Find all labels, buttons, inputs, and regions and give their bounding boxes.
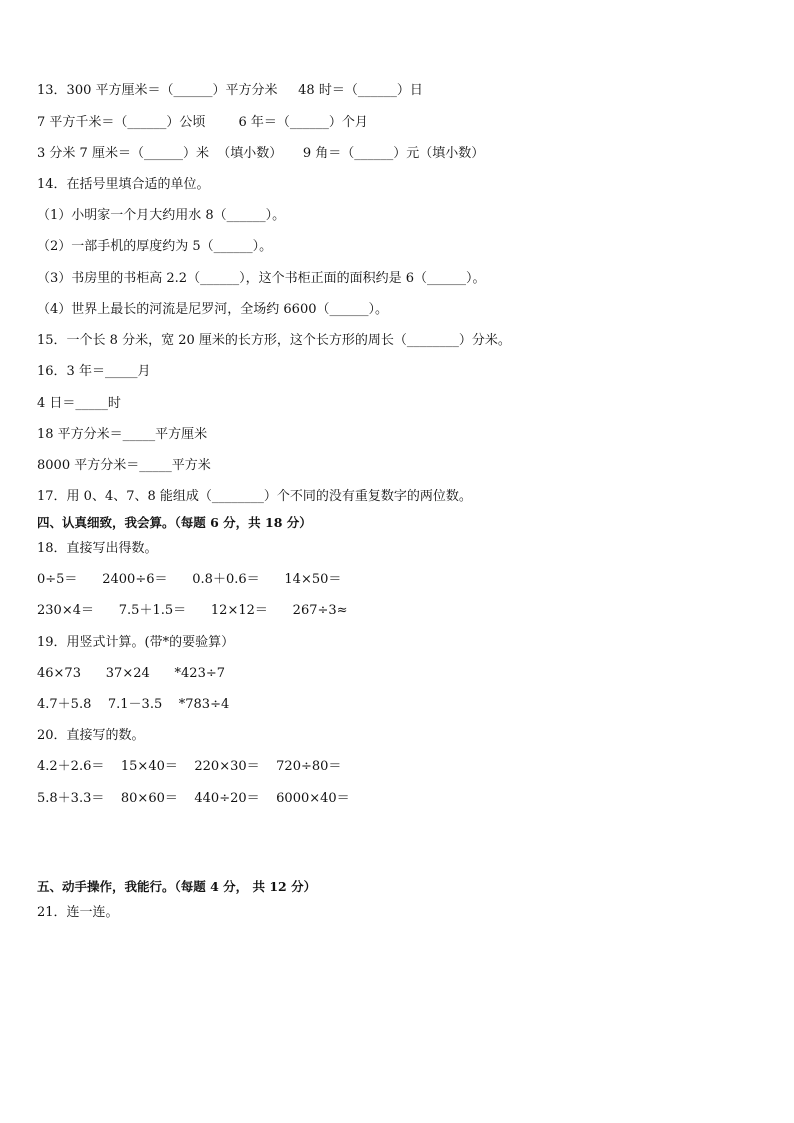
- question-20-title: 20．直接写的数。: [37, 728, 145, 743]
- question-14-item-4: （4）世界上最长的河流是尼罗河，全场约 6600（______）。: [37, 302, 388, 317]
- question-15: 15．一个长 8 分米，宽 20 厘米的长方形，这个长方形的周长（________）分米。: [37, 333, 511, 348]
- question-18-row-1: 0÷5＝ 2400÷6＝ 0.8＋0.6＝ 14×50＝: [37, 572, 342, 587]
- question-13-line-2: 7 平方千米＝（______）公顷 6 年＝（______）个月: [37, 115, 368, 130]
- question-19-title: 19．用竖式计算。(带*的要验算）: [37, 635, 235, 650]
- question-20-row-2: 5.8＋3.3＝ 80×60＝ 440÷20＝ 6000×40＝: [37, 791, 350, 806]
- question-19-row-1: 46×73 37×24 *423÷7: [37, 666, 226, 681]
- question-14-item-2: （2）一部手机的厚度约为 5（______）。: [37, 239, 273, 254]
- question-16-line-1: 16．3 年＝_____月: [37, 364, 151, 379]
- question-14-item-1: （1）小明家一个月大约用水 8（______）。: [37, 208, 286, 223]
- question-16-line-3: 18 平方分米＝_____平方厘米: [37, 427, 208, 442]
- section-4-heading: 四、认真细致，我会算。（每题 6 分，共 18 分）: [37, 515, 312, 530]
- question-19-row-2: 4.7＋5.8 7.1－3.5 *783÷4: [37, 697, 230, 712]
- question-18-row-2: 230×4＝ 7.5＋1.5＝ 12×12＝ 267÷3≈: [37, 603, 348, 618]
- question-17: 17．用 0、4、7、8 能组成（________）个不同的没有重复数字的两位数。: [37, 489, 472, 504]
- question-16-line-2: 4 日＝_____时: [37, 396, 121, 411]
- question-13-line-1: 13．300 平方厘米＝（______）平方分米 48 时＝（______）日: [37, 83, 423, 98]
- question-20-row-1: 4.2＋2.6＝ 15×40＝ 220×30＝ 720÷80＝: [37, 759, 342, 774]
- section-5-heading: 五、动手操作，我能行。（每题 4 分， 共 12 分）: [37, 879, 317, 894]
- question-21-title: 21．连一连。: [37, 905, 119, 920]
- question-18-title: 18．直接写出得数。: [37, 541, 158, 556]
- question-14-item-3: （3）书房里的书柜高 2.2（______），这个书柜正面的面积约是 6（______）。: [37, 271, 486, 286]
- question-13-line-3: 3 分米 7 厘米＝（______）米 （填小数） 9 角＝（______）元（填小数）: [37, 146, 485, 161]
- question-14-title: 14．在括号里填合适的单位。: [37, 177, 210, 192]
- question-16-line-4: 8000 平方分米＝_____平方米: [37, 458, 211, 473]
